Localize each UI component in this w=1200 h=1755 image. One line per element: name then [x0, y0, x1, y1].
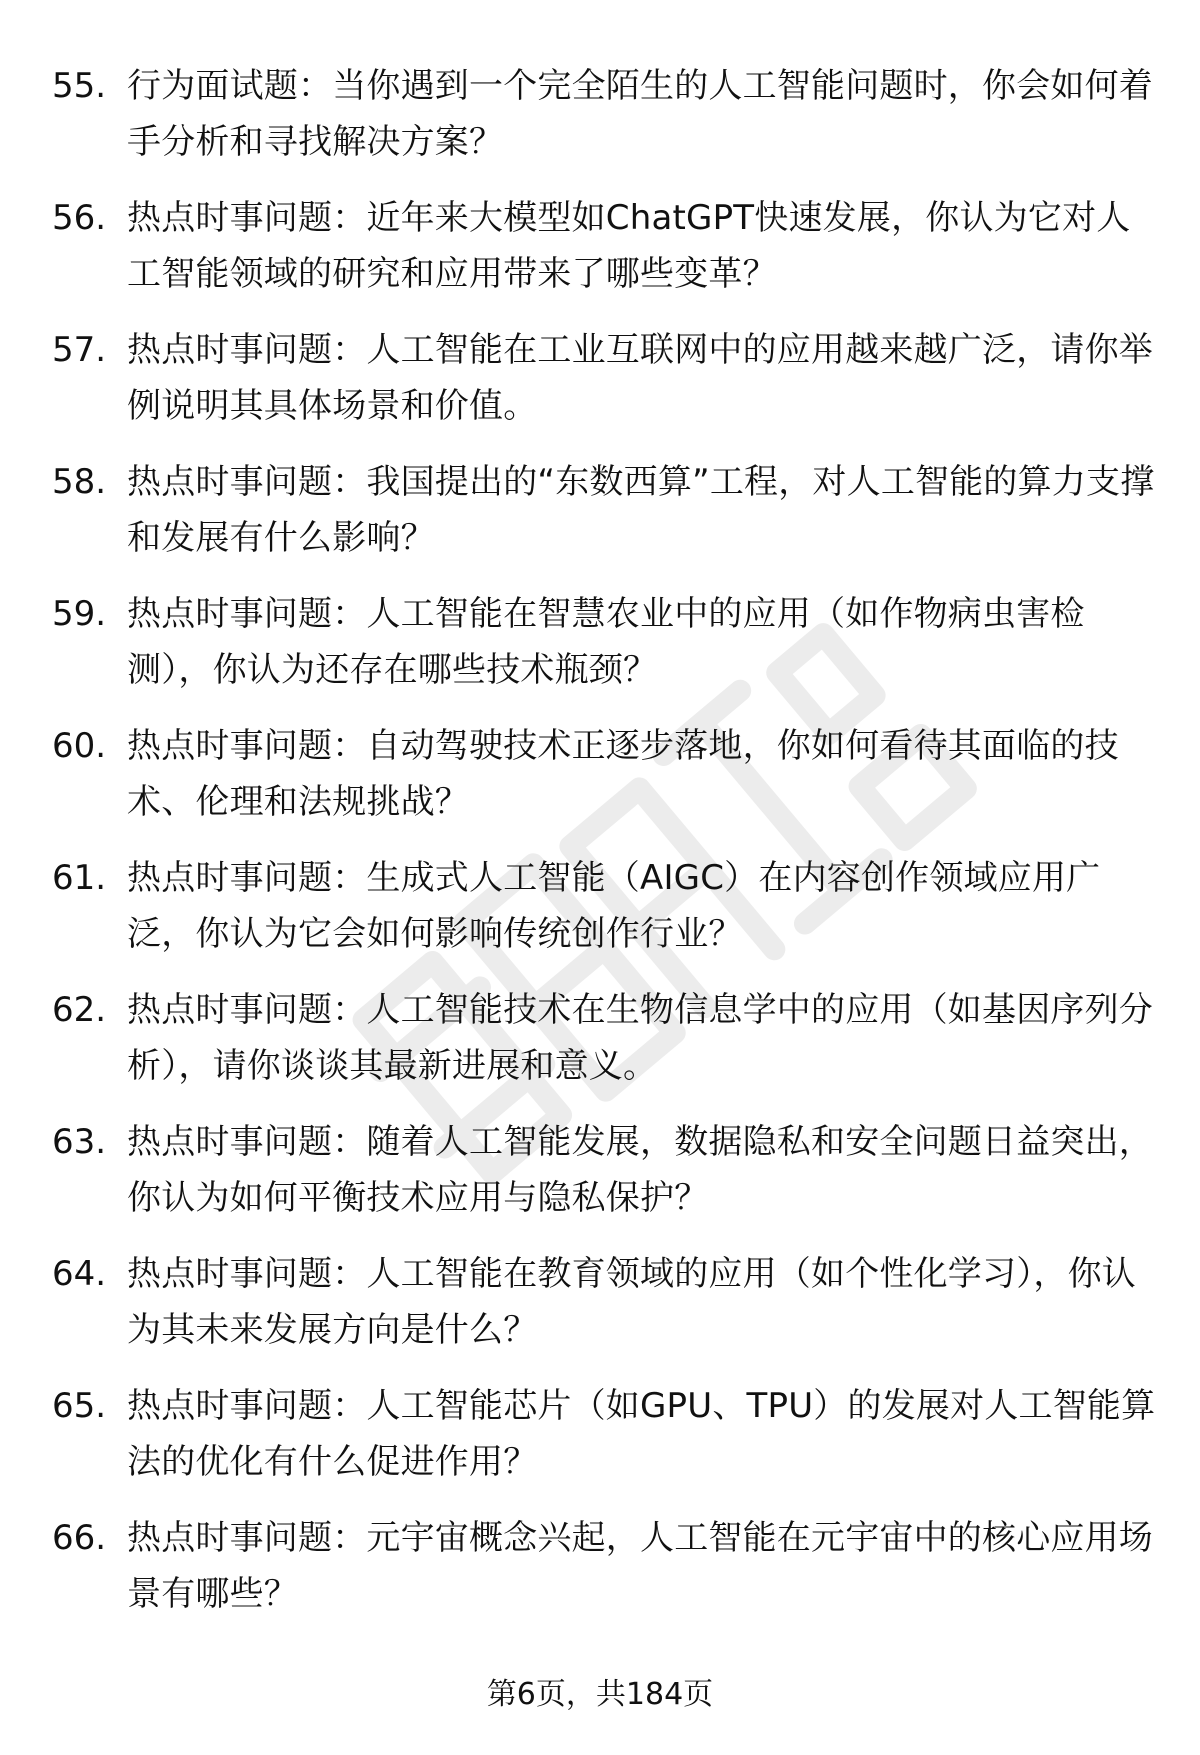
list-item — [0, 1246, 1200, 1378]
question-number: 57. — [52, 330, 107, 370]
list-item — [0, 982, 1200, 1114]
question-number: 58. — [52, 462, 107, 502]
list-item — [0, 1378, 1200, 1510]
question-list — [0, 58, 1200, 1642]
question-number: 64. — [52, 1254, 107, 1294]
list-item — [0, 1114, 1200, 1246]
page-number: 第6页，共184页 — [486, 1677, 714, 1712]
list-item — [0, 454, 1200, 586]
list-item — [0, 850, 1200, 982]
list-item — [0, 190, 1200, 322]
list-item — [0, 1510, 1200, 1642]
question-text: 热点时事问题：人工智能在工业互联网中的应用越来越广泛，请你举例说明其具体场景和价值。 — [127, 330, 1153, 426]
list-item — [0, 586, 1200, 718]
list-item — [0, 718, 1200, 850]
question-text: 热点时事问题：我国提出的“东数西算”工程，对人工智能的算力支撑和发展有什么影响？ — [127, 462, 1155, 558]
question-number: 65. — [52, 1386, 107, 1426]
question-text: 热点时事问题：人工智能在智慧农业中的应用（如作物病虫害检测），你认为还存在哪些技术瓶颈？ — [127, 594, 1085, 690]
question-text: 热点时事问题：自动驾驶技术正逐步落地，你如何看待其面临的技术、伦理和法规挑战？ — [127, 726, 1119, 822]
question-number: 63. — [52, 1122, 107, 1162]
list-item — [0, 58, 1200, 190]
question-number: 55. — [52, 66, 107, 106]
question-number: 61. — [52, 858, 107, 898]
question-number: 66. — [52, 1518, 107, 1558]
question-text: 热点时事问题：近年来大模型如ChatGPT快速发展，你认为它对人工智能领域的研究和应用带来了哪些变革？ — [127, 198, 1131, 294]
question-number: 60. — [52, 726, 107, 766]
question-text: 热点时事问题：生成式人工智能（AIGC）在内容创作领域应用广泛，你认为它会如何影响传统创作行业？ — [127, 858, 1101, 954]
question-number: 59. — [52, 594, 107, 634]
question-text: 热点时事问题：元宇宙概念兴起，人工智能在元宇宙中的核心应用场景有哪些？ — [127, 1518, 1153, 1614]
question-text: 行为面试题：当你遇到一个完全陌生的人工智能问题时，你会如何着手分析和寻找解决方案？ — [127, 66, 1153, 162]
question-number: 62. — [52, 990, 107, 1030]
question-number: 56. — [52, 198, 107, 238]
question-text: 热点时事问题：人工智能技术在生物信息学中的应用（如基因序列分析），请你谈谈其最新进展和意义。 — [127, 990, 1153, 1086]
question-text: 热点时事问题：人工智能芯片（如GPU、TPU）的发展对人工智能算法的优化有什么促进作用？ — [127, 1386, 1156, 1482]
question-text: 热点时事问题：人工智能在教育领域的应用（如个性化学习），你认为其未来发展方向是什么？ — [127, 1254, 1136, 1350]
list-item — [0, 322, 1200, 454]
question-text: 热点时事问题：随着人工智能发展，数据隐私和安全问题日益突出，你认为如何平衡技术应用与隐私保护？ — [127, 1122, 1153, 1218]
